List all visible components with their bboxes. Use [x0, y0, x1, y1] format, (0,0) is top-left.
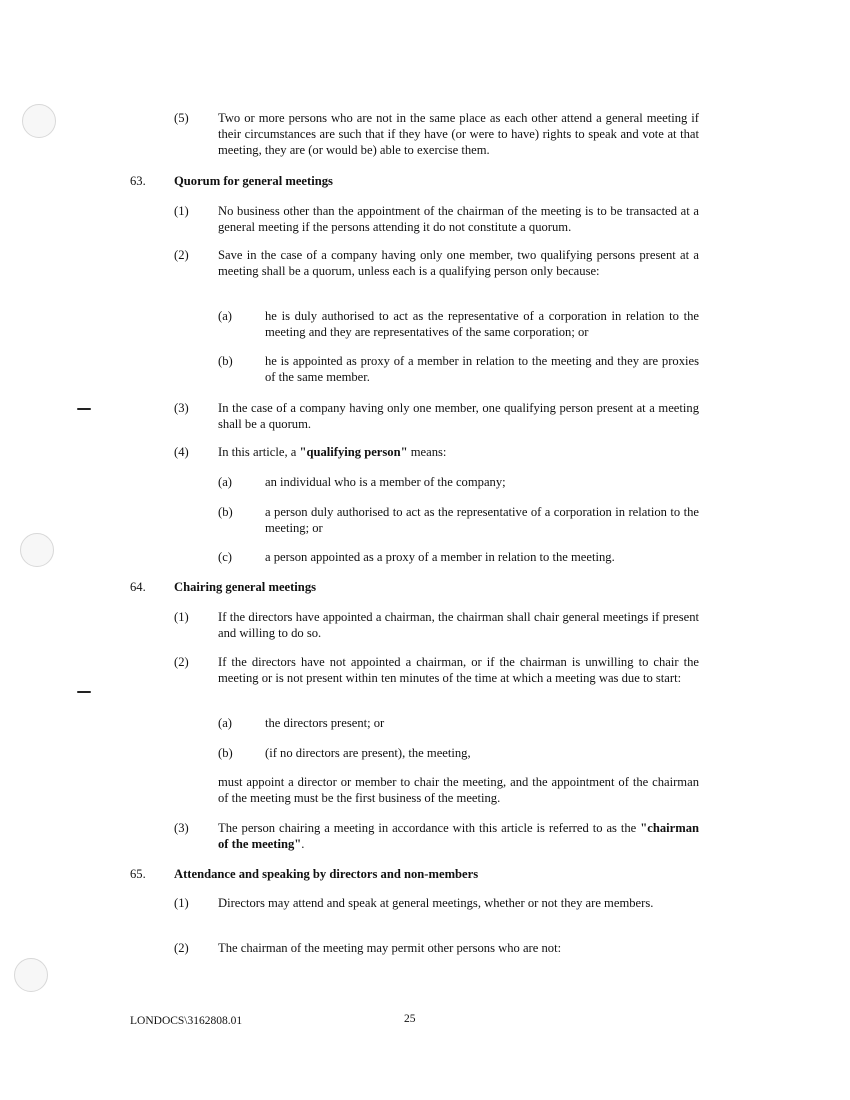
subparagraph-letter: (b) — [218, 354, 233, 368]
subparagraph-text: he is appointed as proxy of a member in relation to the meeting and they are proxies of the same member. — [265, 354, 699, 384]
paragraph-number: (3) — [174, 821, 189, 835]
paragraph-text: Two or more persons who are not in the same place as each other attend a general meeting if their circumstances are such that if they have (or were to have) rights to speak and vote at that meeting, they are (or would be) able to exercise them. — [218, 111, 699, 157]
paragraph-text-start: In this article, a — [218, 445, 300, 459]
paragraph-text-start: The person chairing a meeting in accordance with this article is referred to as the — [218, 821, 641, 835]
subparagraph-text: a person duly authorised to act as the representative of a corporation in relation to the meeting; or — [265, 505, 699, 535]
document-reference: LONDOCS\3162808.01 — [130, 1015, 243, 1027]
subparagraph-text: an individual who is a member of the company; — [265, 475, 506, 489]
paragraph-number: (3) — [174, 401, 189, 415]
subparagraph-letter: (b) — [218, 505, 233, 519]
paragraph-text: No business other than the appointment of the chairman of the meeting is to be transacted at a general meeting if the persons attending it do not constitute a quorum. — [218, 204, 699, 234]
subparagraph-letter: (c) — [218, 550, 232, 564]
paragraph-number: (2) — [174, 248, 189, 262]
paragraph-text: In the case of a company having only one member, one qualifying person present at a meeting shall be a quorum. — [218, 401, 699, 431]
page-number: 25 — [404, 1013, 416, 1025]
paragraph-number: (1) — [174, 610, 189, 624]
paragraph-text: If the directors have not appointed a chairman, or if the chairman is unwilling to chair the meeting or is not present within ten minutes of the time at which a meeting was due to start: — [218, 655, 699, 685]
paragraph-text: The chairman of the meeting may permit other persons who are not: — [218, 941, 562, 955]
paragraph-number: (2) — [174, 655, 189, 669]
punch-hole-bottom — [14, 958, 48, 992]
paragraph-number: (1) — [174, 204, 189, 218]
paragraph-text — [218, 444, 699, 460]
article-number: 65. — [130, 867, 146, 881]
paragraph-number: (1) — [174, 896, 189, 910]
subparagraph-text: the directors present; or — [265, 716, 385, 730]
paragraph-text — [218, 820, 699, 852]
article-heading: Quorum for general meetings — [174, 174, 333, 188]
article-number: 63. — [130, 174, 146, 188]
paragraph-number: (4) — [174, 445, 189, 459]
paragraph-text-end: . — [301, 837, 305, 851]
paragraph-text-end: means: — [407, 445, 447, 459]
article-heading: Chairing general meetings — [174, 580, 317, 594]
paragraph-number: (2) — [174, 941, 189, 955]
paragraph-continuation: must appoint a director or member to chair the meeting, and the appointment of the chairman of the meeting must be the first business of the meeting. — [218, 775, 699, 805]
paragraph-text: Save in the case of a company having only one member, two qualifying persons present at a meeting shall be a quorum, unless each is a qualifying person only because: — [218, 248, 699, 278]
subparagraph-letter: (a) — [218, 716, 232, 730]
paragraph-text: Directors may attend and speak at general meetings, whether or not they are members. — [218, 896, 654, 910]
subparagraph-text: a person appointed as a proxy of a member in relation to the meeting. — [265, 550, 615, 564]
subparagraph-letter: (b) — [218, 746, 233, 760]
defined-term: "chairman of the meeting" — [218, 821, 699, 851]
subparagraph-letter: (a) — [218, 309, 232, 323]
punch-hole-top — [22, 104, 56, 138]
margin-mark — [77, 691, 91, 693]
article-number: 64. — [130, 580, 146, 594]
subparagraph-text: he is duly authorised to act as the representative of a corporation in relation to the meeting and they are representatives of the same corporation; or — [265, 309, 699, 339]
subparagraph-letter: (a) — [218, 475, 232, 489]
defined-term: "qualifying person" — [299, 445, 408, 459]
punch-hole-middle — [20, 533, 54, 567]
subparagraph-text: (if no directors are present), the meeting, — [265, 746, 471, 760]
article-heading: Attendance and speaking by directors and non-members — [174, 867, 479, 881]
paragraph-text: If the directors have appointed a chairman, the chairman shall chair general meetings if present and willing to do so. — [218, 610, 699, 640]
paragraph-number: (5) — [174, 111, 189, 125]
margin-mark — [77, 408, 91, 410]
